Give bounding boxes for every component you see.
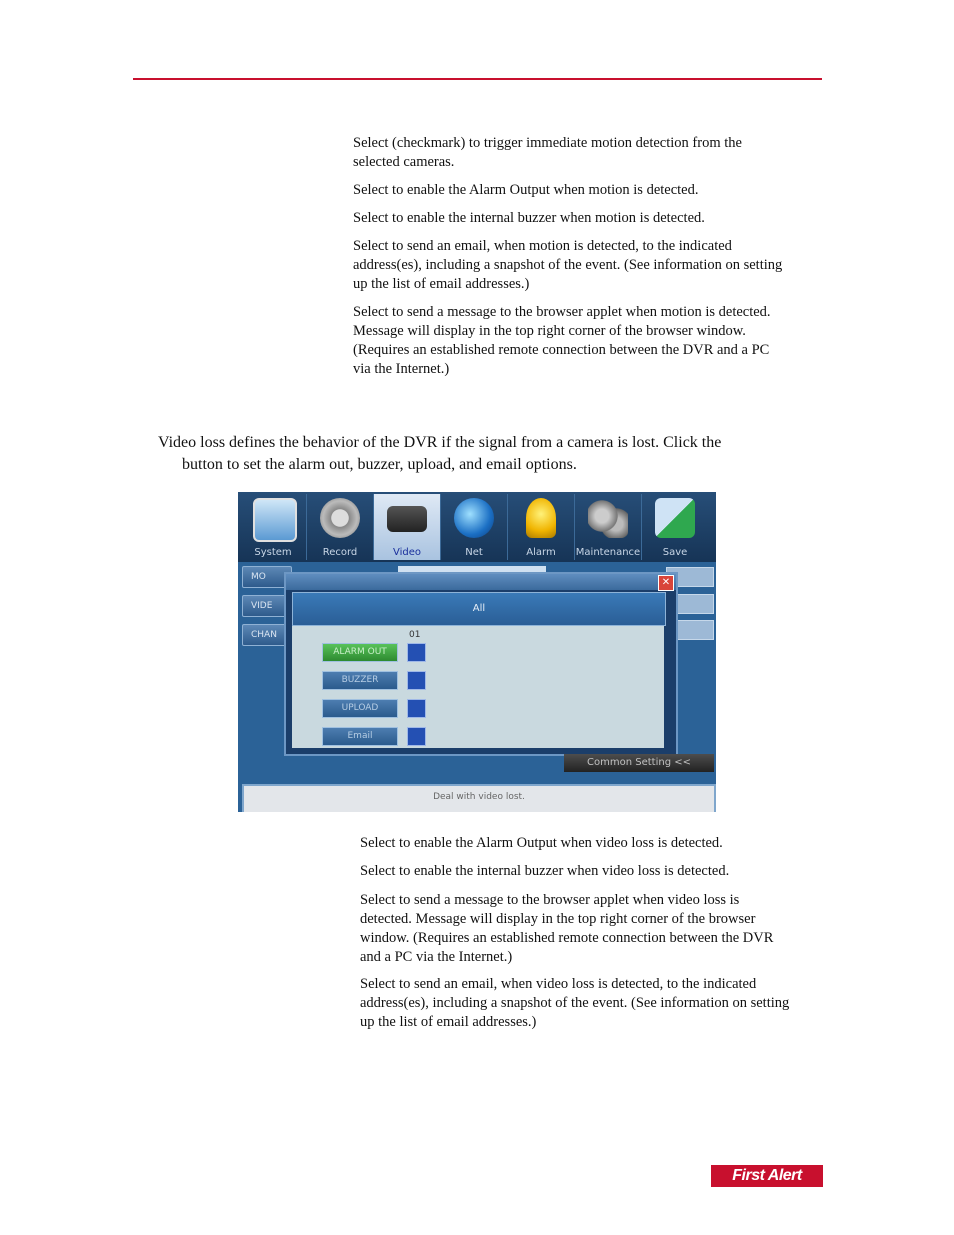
status-text: Deal with video lost. — [433, 792, 525, 802]
dialog-header: All — [292, 592, 666, 626]
film-reel-icon — [320, 498, 360, 538]
video-loss-item-email: Select to send an email, when video loss is detected, to the indicated address(es), including a snapshot of the event. (See information on setting up the list of email addresses.) — [360, 976, 790, 1030]
buzzer-checkbox[interactable] — [407, 671, 426, 690]
tab-system-label: System — [254, 547, 292, 558]
email-checkbox[interactable] — [407, 727, 426, 746]
close-icon[interactable]: ✕ — [658, 575, 674, 591]
alarm-out-checkbox[interactable] — [407, 643, 426, 662]
save-arrow-icon — [655, 498, 695, 538]
buzzer-button[interactable]: BUZZER — [322, 671, 398, 690]
monitor-icon — [253, 498, 297, 542]
tab-video[interactable] — [374, 494, 441, 560]
tab-record-label: Record — [322, 547, 358, 558]
tab-system[interactable] — [240, 494, 307, 560]
tab-net[interactable] — [441, 494, 508, 560]
video-loss-dialog — [284, 572, 678, 756]
gears-icon — [588, 498, 628, 538]
header-rule — [133, 78, 822, 80]
tab-alarm-label: Alarm — [526, 547, 556, 558]
motion-item-alarm-out: Select to enable the Alarm Output when motion is detected. — [353, 182, 699, 198]
alarm-out-button[interactable]: ALARM OUT — [322, 643, 398, 662]
first-alert-logo: First Alert — [711, 1165, 823, 1187]
motion-item-trigger: Select (checkmark) to trigger immediate motion detection from the selected cameras. — [353, 135, 742, 170]
motion-item-buzzer: Select to enable the internal buzzer when motion is detected. — [353, 210, 705, 226]
common-setting-button[interactable]: Common Setting << — [564, 754, 714, 772]
tab-record[interactable] — [307, 494, 374, 560]
email-button[interactable]: Email — [322, 727, 398, 746]
upload-button[interactable]: UPLOAD — [322, 699, 398, 718]
tab-maintenance[interactable] — [575, 494, 642, 560]
tab-alarm[interactable] — [508, 494, 575, 560]
dvr-screenshot — [238, 492, 716, 812]
video-loss-intro — [158, 432, 818, 476]
channel-header: 01 — [409, 630, 421, 640]
camera-icon — [387, 506, 427, 532]
tab-video-label: Video — [392, 547, 422, 558]
tab-save-label: Save — [662, 547, 688, 558]
tab-maintenance-label: Maintenance — [575, 547, 641, 558]
globe-icon — [454, 498, 494, 538]
video-loss-item-upload: Select to send a message to the browser applet when video loss is detected. Message will display in the top right corner of the browser window. (Requires an established remote connection between the DVR and a PC via the Internet.) — [360, 892, 774, 965]
dialog-titlebar — [286, 574, 676, 590]
left-button-video[interactable]: VIDE — [242, 595, 292, 617]
dvr-tab-bar — [238, 492, 716, 562]
motion-item-email: Select to send an email, when motion is detected, to the indicated address(es), including a snapshot of the event. (See information on setting up the list of email addresses.) — [353, 238, 783, 292]
video-loss-item-buzzer: Select to enable the internal buzzer when video loss is detected. — [360, 863, 730, 879]
video-loss-item-alarm-out: Select to enable the Alarm Output when video loss is detected. — [360, 835, 723, 851]
upload-checkbox[interactable] — [407, 699, 426, 718]
intro-line-1: Video loss defines the behavior of the DVR if the signal from a camera is lost. Click the — [158, 434, 722, 451]
tab-save[interactable] — [642, 494, 708, 560]
status-bar — [242, 784, 716, 812]
tab-net-label: Net — [465, 547, 483, 558]
motion-item-upload: Select to send a message to the browser applet when motion is detected. Message will display in the top right corner of the browser window. (Requires an established remote connection between the DVR and a PC via the Internet.) — [353, 304, 771, 377]
left-button-channel[interactable]: CHAN — [242, 624, 292, 646]
intro-line-2: button to set the alarm out, buzzer, upload, and email options. — [182, 456, 577, 473]
dialog-body — [292, 626, 664, 748]
left-button-motion[interactable]: MO — [242, 566, 292, 588]
alarm-light-icon — [526, 498, 556, 538]
